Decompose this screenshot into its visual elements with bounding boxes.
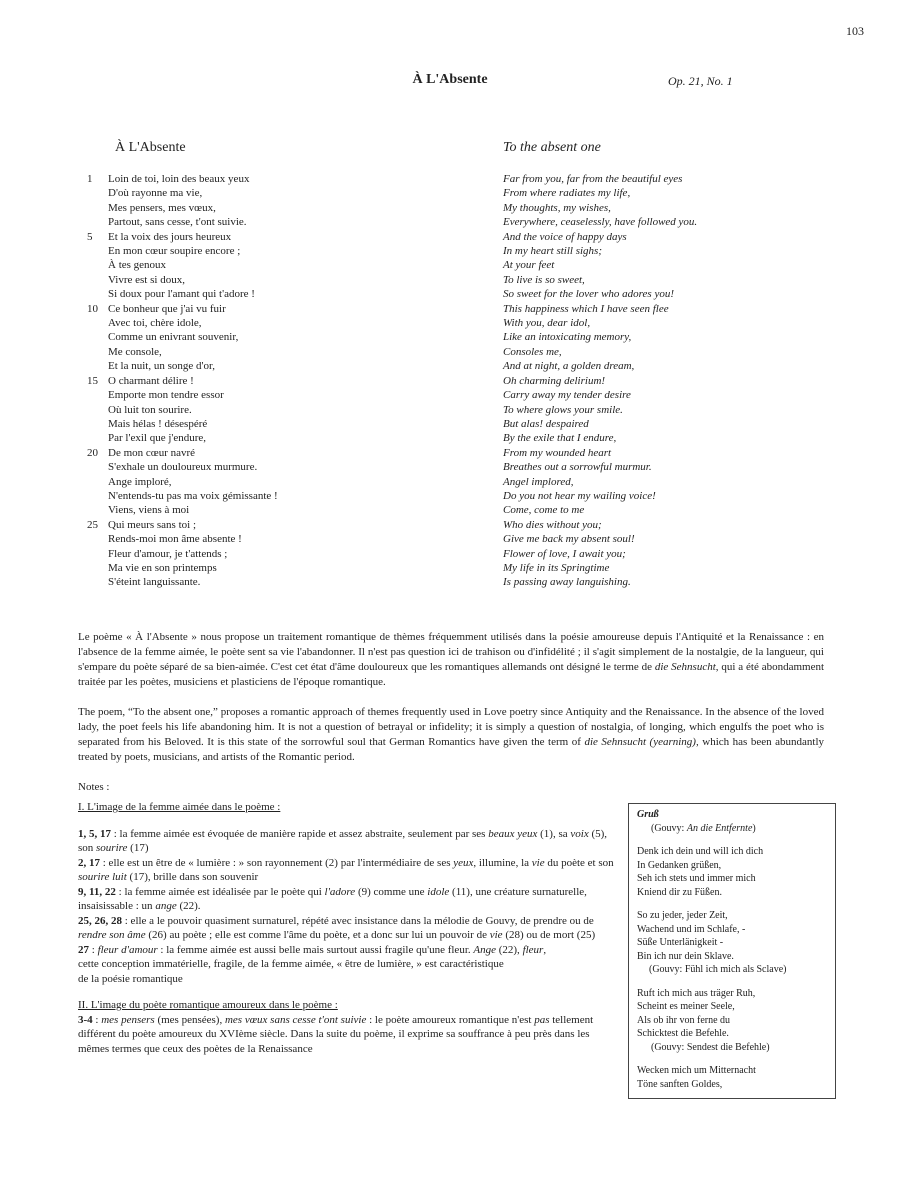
poem-line-en: Who dies without you;	[503, 518, 602, 531]
german-line: Wachend und im Schlafe, -	[637, 923, 746, 935]
german-line: Scheint es meiner Seele,	[637, 1001, 735, 1012]
french-heading: À L'Absente	[115, 140, 186, 155]
poem-line-fr	[87, 201, 477, 215]
german-poem-title: Gruß	[637, 809, 659, 820]
line-text: Où luit ton sourire.	[108, 403, 192, 416]
line-text: S'éteint languissante.	[108, 576, 201, 589]
line-number: 25	[87, 518, 98, 531]
german-line: So zu jeder, jeder Zeit,	[637, 910, 728, 921]
note-item: 3-4 : mes pensers (mes pensées), mes vœux sans cesse t'ont suivie : le poète amoureux romantique n'est pas tellement différent du poète amoureux du XVIème siècle. Dans la suite du poème, il exprime sa souffrance à peu près dans les mêmes termes que ceux des poètes de la Renaissance	[78, 1013, 594, 1055]
poem-line-fr	[87, 186, 477, 200]
german-line: Schicktest die Befehle.	[637, 1028, 729, 1039]
poem-line-en: From where radiates my life,	[503, 187, 631, 200]
german-line: Als ob ihr von ferne du	[637, 1014, 731, 1026]
poem-line-fr	[87, 431, 477, 445]
line-text: À tes genoux	[108, 259, 167, 272]
line-text: Comme un enivrant souvenir,	[108, 331, 239, 344]
section-title: II. L'image du poète romantique amoureux dans le poème :	[78, 999, 338, 1011]
line-text: D'où rayonne ma vie,	[108, 187, 203, 200]
german-stanza	[637, 909, 827, 963]
gouvy-variant: (Gouvy: Fühl ich mich als Sclave)	[649, 964, 787, 975]
line-text: Ce bonheur que j'ai vu fuir	[108, 302, 226, 315]
line-text: Mes pensers, mes vœux,	[108, 201, 216, 214]
poem-line-en: And at night, a golden dream,	[503, 360, 635, 373]
opus-number: Op. 21, No. 1	[668, 74, 733, 88]
poem-line-fr	[87, 388, 477, 402]
line-number: 20	[87, 446, 98, 459]
poem-line-en: Oh charming delirium!	[503, 374, 606, 387]
german-line: Kniend dir zu Füßen.	[637, 886, 722, 898]
line-text: Emporte mon tendre essor	[108, 389, 224, 402]
line-text: Par l'exil que j'endure,	[108, 432, 207, 445]
german-line: Bin ich nur dein Sklave.	[637, 950, 734, 962]
poem-line-fr	[87, 374, 477, 388]
line-text: Avec toi, chère idole,	[108, 317, 202, 330]
poem-line-fr	[87, 547, 477, 561]
poem-line-en: To live is so sweet,	[503, 273, 585, 286]
line-number: 5	[87, 230, 93, 243]
german-line: Töne sanften Goldes,	[637, 1078, 723, 1090]
note-item-line: cette conception immatérielle, fragile, de la femme aimée, « être de lumière, » est caractéristique	[78, 958, 504, 970]
poem-line-fr	[87, 475, 477, 489]
poem-line-fr	[87, 330, 477, 344]
poem-line-en: By the exile that I endure,	[503, 432, 617, 445]
poem-line-en: Far from you, far from the beautiful eyes	[503, 173, 683, 185]
poem-line-fr	[87, 575, 477, 589]
poem-line-en: Do you not hear my wailing voice!	[503, 489, 656, 502]
line-number: 15	[87, 374, 98, 387]
poem-line-fr	[87, 230, 477, 244]
line-text: Ma vie en son printemps	[108, 561, 217, 574]
poem-line-en: From my wounded heart	[503, 446, 612, 459]
line-text: Ange imploré,	[108, 475, 172, 488]
commentary-english: The poem, “To the absent one,” proposes a romantic approach of themes frequently used in Love poetry since Antiquity and the Renaissance. In the absence of the loved lady, the poet feels his life abandoning him. It is not a question of betrayal or infidelity; it is simply a question of nostalgia, of longing, which engulfs the poet who is separated from his Beloved. It is this state of the sorrowful soul that German Romantics have given the term of die Sehnsucht (yearning), which has been abundantly treated by poets, musicians, and artists of the Romantic period.	[78, 706, 825, 763]
poem-line-en: To where glows your smile.	[503, 403, 623, 416]
poem-line-en: In my heart still sighs;	[503, 245, 602, 258]
note-item-line: de la poésie romantique	[78, 972, 183, 985]
german-line: Denk ich dein und will ich dich	[637, 846, 764, 857]
english-heading: To the absent one	[503, 140, 601, 155]
poem-line-en: Angel implored,	[503, 475, 574, 488]
line-text: Me console,	[108, 345, 162, 358]
german-line: In Gedanken grüßen,	[637, 859, 722, 871]
poem-line-fr	[87, 345, 477, 359]
line-text: Loin de toi, loin des beaux yeux	[108, 173, 250, 185]
poem-line-fr	[87, 244, 477, 258]
note-item: 25, 26, 28 : elle a le pouvoir quasiment surnaturel, répété avec insistance dans la mélodie de Gouvy, de prendre ou de rendre son âme (26) au poète ; elle est comme l'âme du poète, et a donc sur lui un pouvoir de vie (28) ou de mort (25)	[78, 914, 596, 941]
german-line: Süße Unterlänigkeit -	[637, 937, 724, 948]
page-number: 103	[846, 24, 864, 38]
poem-line-fr	[87, 518, 477, 532]
page-title: À L'Absente	[412, 72, 488, 87]
line-text: Et la voix des jours heureux	[108, 230, 232, 243]
german-line: Wecken mich um Mitternacht	[637, 1065, 756, 1076]
poem-line-fr	[87, 489, 477, 503]
poem-line-en: At your feet	[503, 259, 555, 272]
line-text: Rends-moi mon âme absente !	[108, 533, 242, 546]
note-item: 2, 17 : elle est un être de « lumière : » son rayonnement (2) par l'intermédiaire de ses yeux, illumine, la vie du poète et son sourire luit (17), brille dans son souvenir	[78, 856, 614, 883]
line-text: Viens, viens à moi	[108, 504, 190, 517]
poem-line-en: Is passing away languishing.	[503, 576, 631, 589]
poem-line-fr	[87, 403, 477, 417]
poem-line-en: My life in its Springtime	[503, 561, 610, 574]
gouvy-variant: (Gouvy: Sendest die Befehle)	[651, 1041, 770, 1053]
commentary-french: Le poème « À l'Absente » nous propose un traitement romantique de thèmes fréquemment utilisés dans la poésie amoureuse depuis l'Antiquité et la Renaissance : en l'absence de la femme aimée, le poète sent sa vie l'abandonner. Il n'est pas question ici de trahison ou d'infidélité ; il s'agit simplement de la nostalgie, de la langueur, qui s'empare du poète séparé de sa bien-aimée. C'est cet état d'âme douloureux que les romantiques allemands ont désigné le terme de die Sehnsucht, qui a été abondamment traitée par les poètes, musiciens et plasticiens de l'époque romantique.	[78, 631, 825, 688]
poem-line-en: With you, dear idol,	[503, 317, 591, 330]
notes-label: Notes :	[78, 781, 110, 793]
poem-line-en: But alas! despaired	[503, 417, 589, 430]
poem-line-fr	[87, 215, 477, 229]
poem-line-fr	[87, 172, 477, 186]
line-number: 10	[87, 302, 98, 315]
poem-english	[503, 172, 823, 590]
line-text: Si doux pour l'amant qui t'adore !	[108, 288, 255, 301]
poem-french	[87, 172, 477, 590]
line-text: Fleur d'amour, je t'attends ;	[108, 547, 228, 560]
line-text: Qui meurs sans toi ;	[108, 518, 196, 531]
poem-line-en: Give me back my absent soul!	[503, 533, 635, 546]
poem-line-en: And the voice of happy days	[503, 230, 627, 243]
line-text: De mon cœur navré	[108, 446, 196, 459]
poem-line-fr	[87, 359, 477, 373]
poem-line-fr	[87, 302, 477, 316]
line-text: N'entends-tu pas ma voix gémissante !	[108, 489, 278, 502]
german-stanza	[637, 845, 827, 899]
german-line: Seh ich stets und immer mich	[637, 873, 756, 884]
poem-line-en: My thoughts, my wishes,	[503, 201, 611, 214]
section-title: I. L'image de la femme aimée dans le poème :	[78, 801, 281, 813]
note-item: 1, 5, 17 : la femme aimée est évoquée de manière rapide et assez abstraite, seulement par ses beaux yeux (1), sa voix (5), son sourire (17)	[78, 827, 608, 854]
line-text: Vivre est si doux,	[108, 273, 185, 286]
poem-line-en: Like an intoxicating memory,	[503, 331, 632, 344]
note-item: 9, 11, 22 : la femme aimée est idéalisée par le poète qui l'adore (9) comme une idole (11), une créature surnaturelle, insaisissable : un ange (22).	[78, 885, 587, 912]
line-text: Et la nuit, un songe d'or,	[108, 360, 215, 373]
poem-line-fr	[87, 417, 477, 431]
poem-line-fr	[87, 446, 477, 460]
german-stanza	[637, 987, 827, 1041]
poem-line-en: Carry away my tender desire	[503, 389, 631, 402]
line-text: Partout, sans cesse, t'ont suivie.	[108, 216, 247, 229]
line-text: S'exhale un douloureux murmure.	[108, 461, 258, 474]
poem-line-en: Flower of love, I await you;	[503, 547, 626, 560]
german-poem-box	[628, 803, 836, 1099]
poem-line-en: This happiness which I have seen flee	[503, 302, 669, 315]
line-text: O charmant délire !	[108, 374, 194, 387]
note-item: 27 : fleur d'amour : la femme aimée est aussi belle mais surtout aussi fragile qu'une fleur. Ange (22), fleur,	[78, 943, 547, 956]
poem-line-fr	[87, 561, 477, 575]
poem-line-fr	[87, 460, 477, 474]
german-stanza	[637, 1064, 827, 1091]
german-line: Ruft ich mich aus träger Ruh,	[637, 987, 756, 999]
poem-line-fr	[87, 258, 477, 272]
line-text: Mais hélas ! désespéré	[108, 417, 208, 430]
poem-line-fr	[87, 503, 477, 517]
line-number: 1	[87, 173, 93, 185]
poem-line-fr	[87, 532, 477, 546]
german-poem-subtitle: (Gouvy: An die Entfernte)	[651, 822, 756, 834]
poem-line-fr	[87, 287, 477, 301]
poem-line-en: Breathes out a sorrowful murmur.	[503, 461, 652, 474]
line-text: En mon cœur soupire encore ;	[108, 245, 241, 258]
poem-line-fr	[87, 316, 477, 330]
poem-line-en: Consoles me,	[503, 345, 562, 358]
poem-line-en: So sweet for the lover who adores you!	[503, 288, 674, 301]
notes-body	[78, 800, 616, 1056]
poem-line-fr	[87, 273, 477, 287]
poem-line-en: Come, come to me	[503, 504, 585, 517]
poem-line-en: Everywhere, ceaselessly, have followed you.	[503, 216, 698, 229]
